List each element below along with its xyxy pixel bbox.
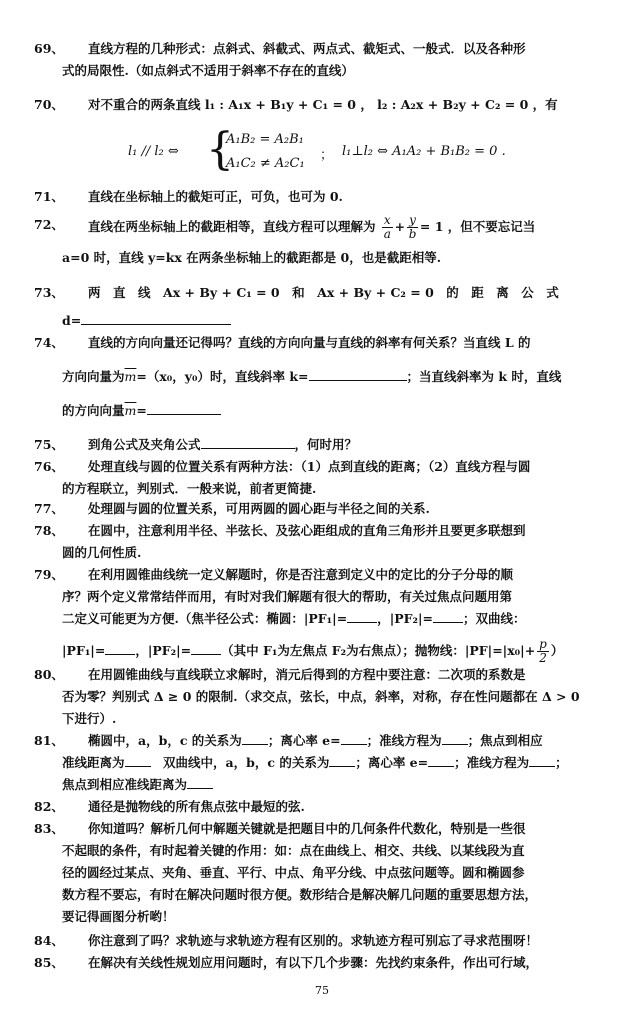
- perpendicular-condition: l₁⊥l₂ ⇔ A₁A₂ + B₁B₂ = 0 .: [342, 144, 506, 159]
- item-75: [34, 434, 620, 456]
- numerator: x: [383, 213, 391, 227]
- answer-blank: [428, 754, 454, 767]
- item-text: ；双曲线：: [463, 611, 526, 626]
- item-line: [88, 730, 620, 752]
- item-number: 69、: [34, 41, 64, 56]
- item-text: 到角公式及夹角公式: [88, 437, 201, 452]
- item-text: d=: [62, 313, 82, 328]
- item-82: [34, 796, 620, 818]
- item-number: 82、: [34, 799, 64, 814]
- item-text: 方向向量为: [62, 369, 125, 384]
- item-text: a=0 时，直线 y=kx 在两条坐标轴上的截距都是 0，也是截距相等.: [62, 250, 442, 265]
- item-line: [62, 400, 620, 422]
- item-line: [62, 774, 620, 796]
- item-text: ；焦点到相应: [467, 733, 543, 748]
- item-80: [34, 664, 620, 730]
- parallel-row-2: A₁C₂ ≠ A₂C₁: [226, 156, 305, 171]
- item-text: 直线的方向向量还记得吗？直线的方向向量与直线的斜率有何关系？当直线 L 的: [88, 335, 531, 350]
- item-69: [34, 38, 620, 82]
- item-text: ，何时用？: [294, 437, 358, 452]
- answer-blank: [201, 436, 295, 449]
- item-number: 70、: [34, 97, 64, 112]
- answer-blank: [347, 610, 377, 623]
- item-text: 双曲线中，a，b，c 的关系为: [150, 755, 330, 770]
- answer-blank: [242, 732, 268, 745]
- answer-blank: [329, 754, 355, 767]
- item-text: =（x₀，y₀）时，直线斜率 k=: [136, 369, 309, 384]
- parallel-condition: l₁ // l₂ ⇔: [128, 144, 179, 159]
- item-line: [88, 214, 620, 241]
- item-text: 二定义可能更为方便.（焦半径公式：椭圆：|PF₁|=: [62, 611, 348, 626]
- item-line: [88, 434, 620, 456]
- answer-blank: [433, 610, 463, 623]
- item-text: 在利用圆锥曲线统一定义解题时，你是否注意到定义中的定比的分子分母的顺: [88, 567, 514, 582]
- item-line: [62, 752, 620, 774]
- item-text: 在解决有关线性规划应用问题时，有以下几个步骤：先找约束条件，作出可行域，: [88, 955, 539, 970]
- item-number: 71、: [34, 189, 64, 204]
- item-text: |PF₂|=: [147, 643, 192, 658]
- item-text: ；离心率 e=: [267, 733, 341, 748]
- answer-blank: [341, 732, 367, 745]
- item-text: 的方向向量: [62, 403, 125, 418]
- item-text: ；: [555, 755, 568, 770]
- item-line: |PF₁|= ，|PF₂|= （其中 F₁为左焦点 F₂为右焦点）；抛物线：|PF|=|x₀|+ $\frac{p}{2}$ ）: [62, 637, 564, 665]
- item-number: 76、: [34, 459, 64, 474]
- item-text: 式的局限性.（如点斜式不适用于斜率不存在的直线）: [62, 63, 354, 78]
- item-number: 75、: [34, 437, 64, 452]
- item-text: 两 直 线 Ax + By + C₁ = 0 和 Ax + By + C₂ = 0 的 距 离 公 式: [88, 285, 559, 300]
- item-text: 在用圆锥曲线与直线联立求解时，消元后得到的方程中要注意：二次项的系数是: [88, 667, 526, 682]
- item-79: [34, 564, 620, 665]
- answer-blank: [105, 642, 135, 655]
- page-number: 75: [315, 984, 329, 997]
- item-line: [62, 608, 620, 630]
- item-74: [34, 332, 620, 422]
- item-number: 83、: [34, 821, 64, 836]
- plus-sign: +: [394, 219, 406, 234]
- item-text: ；准线方程为: [454, 755, 530, 770]
- item-text: ；离心率 e=: [355, 755, 429, 770]
- item-text: ）: [550, 643, 564, 658]
- item-text: 下进行）.: [62, 711, 117, 726]
- separator: ；: [320, 148, 334, 163]
- answer-blank: [125, 754, 151, 767]
- denominator: a: [383, 227, 391, 241]
- item-number: 80、: [34, 667, 64, 682]
- distance-line: [62, 310, 620, 332]
- answer-blank: [309, 368, 407, 381]
- item-70: [34, 94, 620, 116]
- item-text: 直线在两坐标轴上的截距相等，直线方程可以理解为: [88, 219, 376, 234]
- item-text: |PF₂|=: [389, 611, 434, 626]
- item-73: [34, 282, 620, 332]
- item-text: 你注意到了吗？求轨迹与求轨迹方程有区别的。求轨迹方程可别忘了寻求范围呀！: [88, 933, 539, 948]
- item-text: 圆的几何性质.: [62, 545, 142, 560]
- item-number: 74、: [34, 335, 64, 350]
- item-76: [34, 456, 620, 500]
- item-text: 对不重合的两条直线 l₁ : A₁x + B₁y + C₁ = 0 ， l₂ : A₂x + B₂y + C₂ = 0 ，有: [88, 97, 558, 112]
- answer-blank: [187, 776, 213, 789]
- item-text: ；准线方程为: [366, 733, 442, 748]
- item-text: 直线在坐标轴上的截矩可正，可负，也可为 0.: [88, 189, 343, 204]
- item-text: 序？两个定义常常结伴而用，有时对我们解题有很大的帮助，有关过焦点问题用第: [62, 589, 513, 604]
- item-line: [62, 366, 620, 388]
- item-text: 椭圆中，a，b，c 的关系为: [88, 733, 242, 748]
- item-number: 72、: [34, 217, 64, 232]
- fraction-p-over-2: [537, 638, 549, 665]
- item-text: ；当直线斜率为 k 时，直线: [406, 369, 562, 384]
- item-text: 处理圆与圆的位置关系，可用两圆的圆心距与半径之间的关系.: [88, 501, 430, 516]
- item-text: 径的圆经过某点、夹角、垂直、平行、中点、角平分线、中点弦问题等。圆和椭圆参: [62, 865, 525, 880]
- answer-blank: [81, 312, 231, 325]
- numerator: p: [539, 637, 547, 651]
- item-81: [34, 730, 620, 796]
- item-text: 通径是抛物线的所有焦点弦中最短的弦.: [88, 799, 305, 814]
- item-72: [34, 214, 620, 269]
- item-text: =: [136, 403, 147, 418]
- item-text: （其中 F₁为左焦点 F₂为右焦点）；抛物线：|PF|=|x₀|+: [221, 643, 536, 658]
- item-78: [34, 520, 620, 564]
- item-text: ，: [377, 611, 390, 626]
- fraction-x-over-a: [382, 214, 393, 241]
- answer-blank: [147, 402, 221, 415]
- answer-blank: [442, 732, 468, 745]
- item-text: 否为零？判别式 Δ ≥ 0 的限制.（求交点，弦长，中点，斜率，对称，存在性问题都在 Δ > 0: [62, 689, 580, 704]
- item-83: [34, 818, 620, 928]
- item-number: 81、: [34, 733, 64, 748]
- item-text: 数方程不要忘，有时在解决问题时很方便。数形结合是解决解几问题的重要思想方法，: [62, 887, 538, 902]
- formula-70: [128, 124, 608, 180]
- item-number: 85、: [34, 955, 64, 970]
- item-text: 焦点到相应准线距离为: [62, 777, 188, 792]
- vector-m: $\overline{m}$: [124, 403, 137, 418]
- item-text: |PF₁|=: [62, 643, 106, 658]
- item-text: = 1 ，但不要忘记当: [419, 219, 536, 234]
- item-number: 78、: [34, 523, 64, 538]
- item-text: 你知道吗？解析几何中解题关键就是把题目中的几何条件代数化，特别是一些很: [88, 821, 526, 836]
- item-71: [34, 186, 620, 208]
- denominator: b: [408, 227, 417, 241]
- numerator: y: [409, 213, 416, 227]
- parallel-row-1: A₁B₂ = A₂B₁: [226, 132, 304, 147]
- item-text: 处理直线与圆的位置关系有两种方法：（1）点到直线的距离；（2）直线方程与圆: [88, 459, 531, 474]
- vector-m: $\overline{m}$: [124, 369, 137, 384]
- item-77: [34, 498, 620, 520]
- item-85: [34, 952, 620, 974]
- answer-blank: [529, 754, 555, 767]
- item-text: 不起眼的条件，有时起着关键的作用：如：点在曲线上、相交、共线、以某线段为直: [62, 843, 525, 858]
- item-text: 在圆中，注意利用半径、半弦长、及弦心距组成的直角三角形并且要更多联想到: [88, 523, 526, 538]
- item-number: 79、: [34, 567, 64, 582]
- denominator: 2: [539, 651, 547, 665]
- item-text: 准线距离为: [62, 755, 125, 770]
- item-text: 直线方程的几种形式：点斜式、斜截式、两点式、截矩式、一般式．以及各种形: [88, 41, 526, 56]
- brace-glyph: {: [206, 124, 234, 175]
- item-number: 73、: [34, 285, 64, 300]
- item-text: 要记得画图分析哟！: [62, 909, 175, 924]
- fraction-y-over-b: [407, 214, 418, 241]
- item-number: 84、: [34, 933, 64, 948]
- item-text: 的方程联立，判别式．一般来说，前者更简捷.: [62, 481, 317, 496]
- item-number: 77、: [34, 501, 64, 516]
- item-84: [34, 930, 620, 952]
- answer-blank: [191, 642, 221, 655]
